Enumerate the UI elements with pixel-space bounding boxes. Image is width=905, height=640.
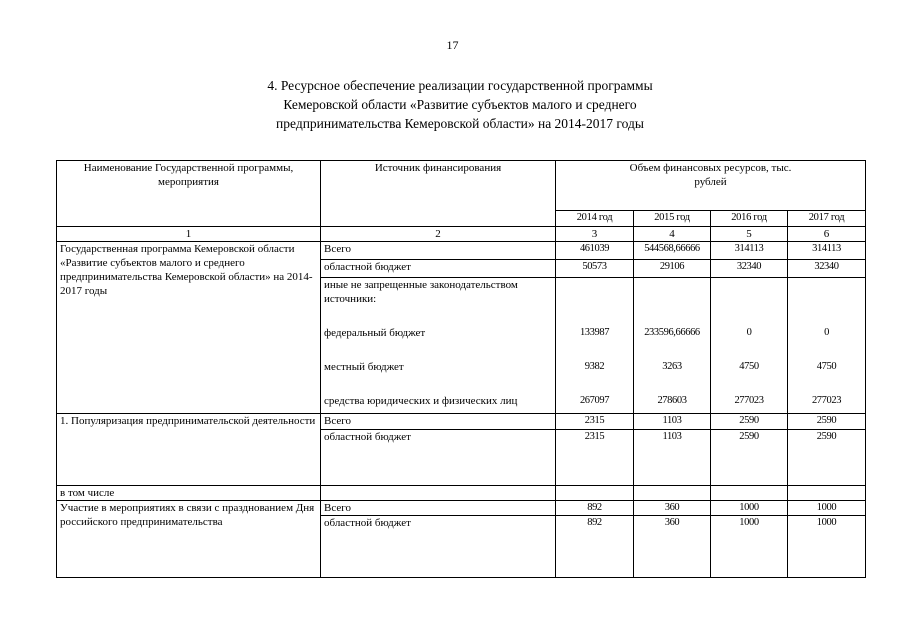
header-source: Источник финансирования	[321, 161, 556, 227]
value-cell: 1103	[634, 430, 711, 486]
value-cell: 4750	[816, 361, 837, 372]
source-label: областной бюджет	[321, 430, 556, 486]
resource-table	[56, 160, 866, 578]
value-cell: 892	[556, 501, 634, 516]
header-year: 2014 год	[556, 211, 634, 227]
value-cell: 1000	[788, 516, 866, 578]
value-cell: 267097	[579, 395, 610, 406]
value-cell: 544568,66666	[634, 242, 711, 260]
table-row	[57, 414, 866, 430]
value-block	[711, 278, 788, 414]
source-label: областной бюджет	[321, 260, 556, 278]
source-label: средства юридических и физических лиц	[324, 395, 518, 407]
value-block	[556, 278, 634, 414]
header-resources	[556, 161, 866, 211]
value-cell: 278603	[657, 395, 687, 406]
index-row	[57, 227, 866, 242]
header-resources-text: Объем финансовых ресурсов, тыс. рублей	[629, 162, 792, 188]
source-label: областной бюджет	[321, 516, 556, 578]
value-cell: 1000	[788, 501, 866, 516]
column-index: 5	[711, 227, 788, 242]
value-cell: 1000	[711, 516, 788, 578]
value-cell: 2590	[711, 430, 788, 486]
table-row	[57, 501, 866, 516]
program-name: Государственная программа Кемеровской области «Развитие субъектов малого и среднего предпринимательства Кемеровской области» на 2014-2017 годы	[57, 242, 321, 414]
value-cell: 50573	[556, 260, 634, 278]
header-year: 2016 год	[711, 211, 788, 227]
value-cell: 32340	[788, 260, 866, 278]
value-cell: 277023	[811, 395, 842, 406]
empty-cell	[788, 486, 866, 501]
header-year: 2017 год	[788, 211, 866, 227]
empty-cell	[321, 486, 556, 501]
value-cell: 2315	[556, 430, 634, 486]
value-cell: 2315	[556, 414, 634, 430]
activity-name: Участие в мероприятиях в связи с празднованием Дня российского предпринимательства	[57, 501, 321, 578]
other-sources-label: иные не запрещенные законодательством источники:	[324, 279, 518, 305]
title-line-1: 4. Ресурсное обеспечение реализации государственной программы	[267, 78, 653, 93]
value-cell: 461039	[556, 242, 634, 260]
value-cell: 233596,66666	[644, 327, 700, 338]
column-index: 6	[788, 227, 866, 242]
header-name: Наименование Государственной программы, мероприятия	[57, 161, 321, 227]
source-label: федеральный бюджет	[324, 327, 426, 339]
page-number: 17	[446, 38, 459, 52]
title-line-2: Кемеровской области «Развитие субъектов малого и среднего	[283, 97, 637, 112]
value-cell: 2590	[788, 430, 866, 486]
value-cell: 29106	[634, 260, 711, 278]
empty-cell	[634, 486, 711, 501]
column-index: 2	[321, 227, 556, 242]
value-cell: 1103	[634, 414, 711, 430]
section-title	[160, 76, 760, 133]
value-cell: 0	[746, 327, 752, 338]
source-label: Всего	[321, 501, 556, 516]
value-block	[788, 278, 866, 414]
column-index: 4	[634, 227, 711, 242]
column-index: 3	[556, 227, 634, 242]
value-cell: 32340	[711, 260, 788, 278]
header-year: 2015 год	[634, 211, 711, 227]
source-label: Всего	[321, 242, 556, 260]
value-cell: 360	[634, 501, 711, 516]
column-index: 1	[57, 227, 321, 242]
value-cell: 314113	[788, 242, 866, 260]
value-cell: 314113	[711, 242, 788, 260]
value-cell: 1000	[711, 501, 788, 516]
value-cell: 892	[556, 516, 634, 578]
empty-cell	[556, 486, 634, 501]
value-cell: 133987	[579, 327, 610, 338]
source-label: Всего	[321, 414, 556, 430]
source-block	[321, 278, 556, 414]
value-cell: 4750	[739, 361, 759, 372]
activity-name: 1. Популяризация предпринимательской деятельности	[57, 414, 321, 486]
value-cell: 3263	[662, 361, 682, 372]
value-cell: 277023	[734, 395, 764, 406]
value-cell: 9382	[584, 361, 605, 372]
value-cell: 0	[824, 327, 829, 338]
source-label: местный бюджет	[324, 361, 404, 373]
table-row	[57, 242, 866, 260]
value-cell: 2590	[711, 414, 788, 430]
value-block	[634, 278, 711, 414]
table-row	[57, 486, 866, 501]
value-cell: 360	[634, 516, 711, 578]
including-label: в том числе	[57, 486, 321, 501]
title-line-3: предпринимательства Кемеровской области» на 2014-2017 годы	[276, 116, 644, 131]
empty-cell	[711, 486, 788, 501]
value-cell: 2590	[788, 414, 866, 430]
